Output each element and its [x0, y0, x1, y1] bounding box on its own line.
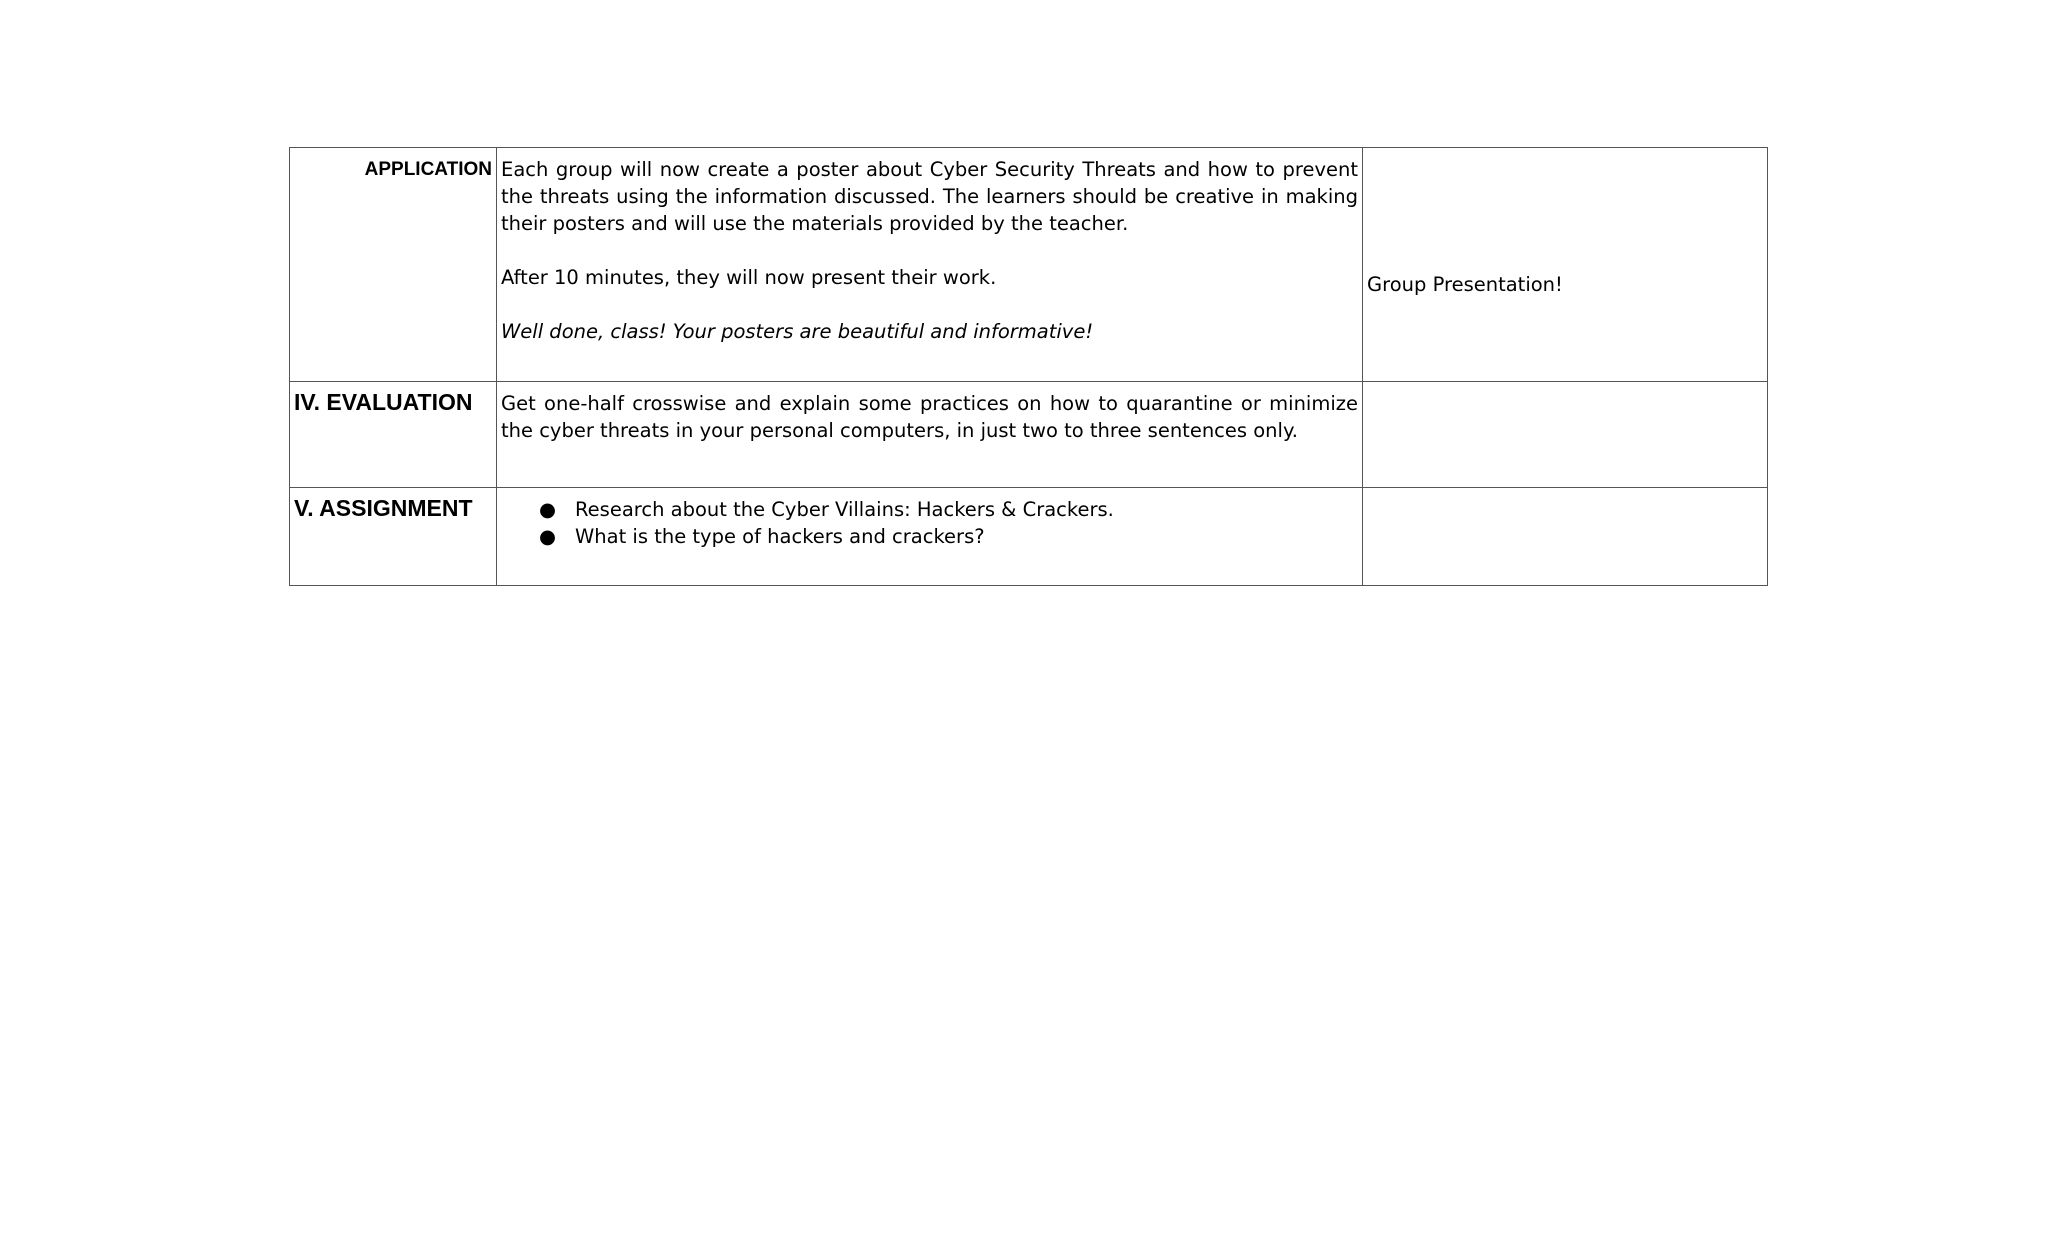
lesson-plan-table: [289, 147, 1768, 586]
application-paragraph-2: After 10 minutes, they will now present their work.: [501, 266, 997, 289]
evaluation-text: Get one-half crosswise and explain some practices on how to quarantine or minimize the cyber threats in your personal computers, in just two to three sentences only.: [501, 392, 1358, 442]
assignment-content-cell: [497, 488, 1363, 586]
table-row-evaluation: [290, 382, 1768, 488]
assignment-label: V. ASSIGNMENT: [294, 495, 473, 521]
list-item: [539, 523, 1358, 550]
assignment-label-cell: [290, 488, 497, 586]
evaluation-label: IV. EVALUATION: [294, 389, 473, 415]
table-row-assignment: [290, 488, 1768, 586]
evaluation-content-cell: [497, 382, 1363, 488]
list-item: [539, 496, 1358, 523]
application-side-cell: [1363, 148, 1768, 382]
assignment-list: [501, 496, 1358, 550]
application-label: APPLICATION: [364, 159, 492, 180]
application-label-cell: [290, 148, 497, 382]
table-row-application: [290, 148, 1768, 382]
bullet-icon: ●: [539, 498, 557, 521]
bullet-icon: ●: [539, 525, 557, 548]
application-content-cell: [497, 148, 1363, 382]
assignment-item-text: Research about the Cyber Villains: Hackers & Crackers.: [575, 498, 1114, 521]
assignment-side-cell: [1363, 488, 1768, 586]
evaluation-side-cell: [1363, 382, 1768, 488]
application-paragraph-1: Each group will now create a poster about Cyber Security Threats and how to prevent the threats using the information discussed. The learners should be creative in making their posters and will use the materials provided by the teacher.: [501, 158, 1358, 235]
application-paragraph-3: Well done, class! Your posters are beautiful and informative!: [501, 320, 1094, 343]
application-side-note: Group Presentation!: [1367, 273, 1563, 296]
evaluation-label-cell: [290, 382, 497, 488]
assignment-item-text: What is the type of hackers and crackers?: [575, 525, 985, 548]
